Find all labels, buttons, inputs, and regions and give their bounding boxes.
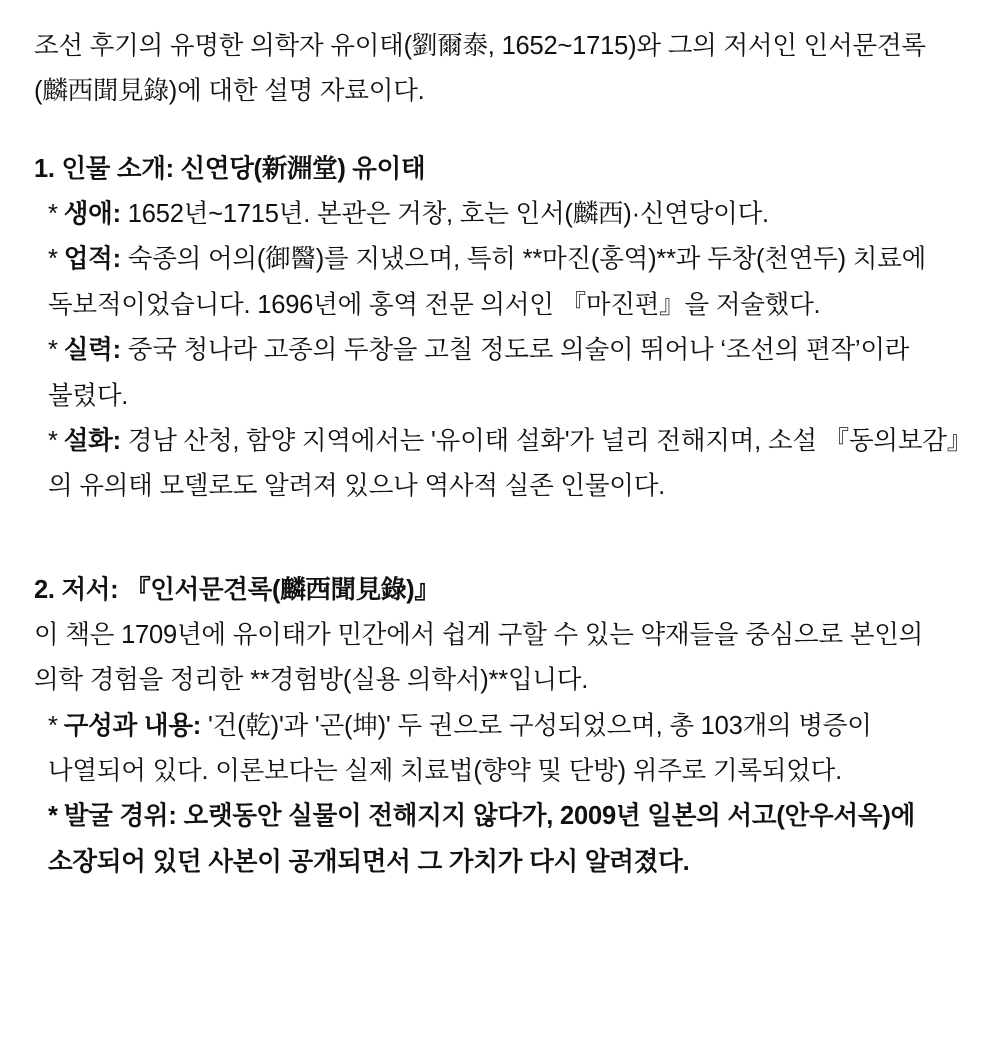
section-heading-2: 2. 저서: 『인서문견록(麟西聞見錄)』 (34, 575, 440, 604)
section-book (34, 570, 966, 886)
bullet-marker: * (48, 245, 58, 274)
list-item-text: 1652년~1715년. 본관은 거창, 호는 인서(麟西)·신연당이다. (120, 200, 769, 229)
list-item (34, 704, 966, 795)
section-lead-paragraph: 이 책은 1709년에 유이태가 민간에서 쉽게 구할 수 있는 약재들을 중심으로 본인의 의학 경험을 정리한 **경험방(실용 의학서)**입니다. (34, 620, 924, 695)
list-item-text: 오랫동안 실물이 전해지지 않다가, 2009년 일본의 서고(안우서옥)에 소장되어 있던 사본이 공개되면서 그 가치가 다시 알려졌다. (48, 802, 916, 876)
list-item-label: 구성과 내용: (63, 711, 202, 740)
intro-paragraph: 조선 후기의 유명한 의학자 유이태(劉爾泰, 1652~1715)와 그의 저서인 인서문견록(麟西聞見錄)에 대한 설명 자료이다. (34, 32, 926, 106)
list-item-label: 설화: (63, 426, 121, 455)
list-item (34, 419, 966, 510)
list-item-label: 생애: (63, 200, 121, 229)
section-divider-space (34, 540, 966, 570)
bullet-marker: * (48, 336, 58, 365)
bullet-marker: * (48, 711, 58, 740)
list-item (34, 192, 966, 237)
list-item-label: 실력: (63, 336, 121, 365)
list-item (34, 794, 966, 885)
list-item-text: 숙종의 어의(御醫)를 지냈으며, 특히 **마진(홍역)**과 두창(천연두) 치료에 독보적이었습니다. 1696년에 홍역 전문 의서인 『마진편』을 저술했다. (48, 245, 927, 319)
section-heading-1: 1. 인물 소개: 신연당(新淵堂) 유이태 (34, 154, 426, 183)
bullet-marker: * (48, 200, 58, 229)
list-item (34, 237, 966, 328)
list-item-text: 경남 산청, 함양 지역에서는 '유이태 설화'가 널리 전해지며, 소설 『동의보감』의 유의태 모델로도 알려져 있으나 역사적 실존 인물이다. (48, 426, 960, 501)
bullet-marker: * (48, 802, 58, 831)
list-item (34, 328, 966, 419)
bullet-marker: * (48, 426, 58, 455)
list-item-text: 중국 청나라 고종의 두창을 고칠 정도로 의술이 뛰어나 ‘조선의 편작’이라 불렸다. (48, 336, 910, 410)
section-person (34, 149, 966, 510)
list-item-text: '건(乾)'과 '곤(坤)' 두 권으로 구성되었으며, 총 103개의 병증이 나열되어 있다. 이론보다는 실제 치료법(향약 및 단방) 위주로 기록되었다. (48, 711, 872, 786)
list-item-label: 업적: (63, 245, 121, 274)
list-item-label: 발굴 경위: (63, 802, 177, 831)
